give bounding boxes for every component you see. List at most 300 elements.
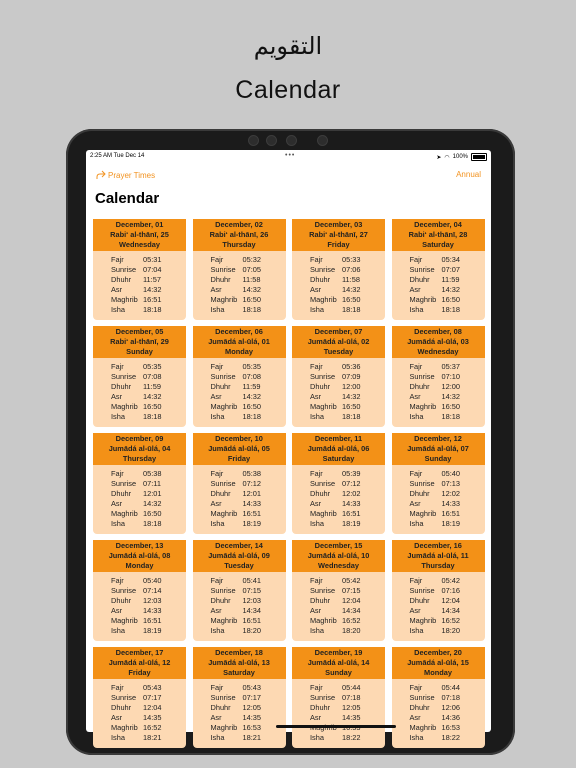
prayer-name: Maghrib (310, 616, 337, 625)
prayer-time: 07:12 (242, 479, 261, 488)
camera-icon (248, 135, 259, 146)
prayer-times-list (93, 358, 186, 422)
prayer-time: 16:50 (143, 509, 162, 518)
prayer-row (211, 626, 286, 636)
prayer-name: Isha (111, 412, 125, 421)
day-card[interactable] (392, 647, 485, 748)
day-card[interactable] (93, 433, 186, 534)
prayer-name: Isha (310, 733, 324, 742)
prayer-time: 05:35 (143, 362, 162, 371)
prayer-time: 16:51 (441, 509, 460, 518)
day-card[interactable] (392, 326, 485, 427)
day-card-header (193, 540, 286, 572)
prayer-name: Fajr (210, 576, 224, 585)
prayer-name: Maghrib (111, 723, 138, 732)
day-hijri: Jumādá al-ūlá, 01 (208, 337, 270, 346)
prayer-row (310, 683, 385, 693)
prayer-row (410, 693, 485, 703)
prayer-row (410, 295, 485, 305)
prayer-name: Dhuhr (210, 596, 231, 605)
camera-icon (286, 135, 297, 146)
day-card[interactable] (93, 326, 186, 427)
prayer-row (410, 509, 485, 519)
prayer-time: 16:51 (242, 616, 261, 625)
back-button[interactable] (96, 170, 155, 180)
day-card[interactable] (93, 540, 186, 641)
day-hijri: Jumādá al-ūlá, 02 (307, 337, 370, 346)
prayer-name: Fajr (409, 576, 423, 585)
prayer-time: 14:34 (242, 606, 261, 615)
prayer-time: 05:39 (342, 469, 361, 478)
prayer-name: Asr (111, 713, 123, 722)
prayer-time: 07:04 (143, 265, 162, 274)
prayer-row (310, 255, 385, 265)
prayer-times-list (392, 358, 485, 422)
prayer-time: 14:32 (441, 392, 460, 401)
prayer-name: Dhuhr (409, 596, 430, 605)
day-date: December, 02 (215, 220, 263, 229)
prayer-time: 14:32 (242, 392, 261, 401)
day-hijri: Jumādá al-ūlá, 04 (108, 444, 171, 453)
prayer-time: 07:06 (342, 265, 361, 274)
prayer-row (310, 596, 385, 606)
prayer-time: 12:04 (143, 703, 162, 712)
prayer-row (310, 509, 385, 519)
day-card-header (193, 219, 286, 251)
day-card[interactable] (292, 433, 385, 534)
day-card[interactable] (392, 540, 485, 641)
prayer-name: Dhuhr (409, 275, 430, 284)
prayer-times-list (392, 251, 485, 315)
prayer-time: 05:44 (441, 683, 460, 692)
prayer-row (111, 499, 186, 509)
prayer-name: Maghrib (409, 295, 437, 304)
prayer-time: 18:21 (242, 733, 261, 742)
prayer-name: Maghrib (409, 509, 437, 518)
prayer-name: Isha (111, 733, 125, 742)
prayer-time: 16:50 (242, 295, 261, 304)
status-bar (90, 152, 487, 162)
prayer-row (211, 285, 286, 295)
day-weekday: Tuesday (323, 347, 354, 356)
day-card[interactable] (292, 647, 385, 748)
prayer-row (410, 479, 485, 489)
promo-arabic-title: التقويم (253, 32, 323, 60)
prayer-time: 16:50 (441, 402, 460, 411)
prayer-name: Fajr (310, 576, 323, 585)
day-date: December, 10 (215, 434, 263, 443)
prayer-time: 14:33 (342, 499, 361, 508)
day-card[interactable] (193, 326, 286, 427)
prayer-time: 16:50 (441, 295, 460, 304)
day-date: December, 07 (314, 327, 363, 336)
day-hijri: Jumādá al-ūlá, 07 (407, 444, 469, 453)
prayer-name: Isha (310, 305, 324, 314)
prayer-row (410, 723, 485, 733)
prayer-time: 05:37 (441, 362, 460, 371)
prayer-name: Sunrise (409, 479, 435, 488)
prayer-time: 18:18 (441, 412, 460, 421)
prayer-row (410, 616, 485, 626)
day-card[interactable] (193, 433, 286, 534)
day-hijri: Jumādá al-ūlá, 15 (407, 658, 469, 667)
prayer-row (310, 412, 385, 422)
prayer-name: Sunrise (409, 586, 435, 595)
prayer-row (111, 402, 186, 412)
prayer-name: Fajr (111, 683, 124, 692)
prayer-row (410, 713, 485, 723)
day-date: December, 06 (215, 327, 263, 336)
wifi-icon: ◠ (444, 154, 450, 161)
day-card-header (292, 219, 385, 251)
prayer-row (111, 723, 186, 733)
prayer-name: Dhuhr (310, 382, 331, 391)
prayer-name: Fajr (310, 683, 323, 692)
prayer-row (310, 626, 385, 636)
prayer-times-list (193, 572, 286, 636)
prayer-time: 05:40 (143, 576, 162, 585)
prayer-name: Asr (310, 392, 322, 401)
prayer-time: 16:51 (342, 509, 361, 518)
prayer-time: 16:53 (242, 723, 261, 732)
prayer-row (211, 372, 286, 382)
prayer-time: 05:41 (242, 576, 261, 585)
prayer-name: Sunrise (111, 372, 137, 381)
prayer-row (211, 305, 286, 315)
prayer-row (410, 519, 485, 529)
prayer-row (111, 305, 186, 315)
prayer-row (211, 499, 286, 509)
day-weekday: Friday (227, 454, 251, 463)
camera-bar (66, 129, 515, 149)
prayer-name: Sunrise (310, 372, 336, 381)
prayer-name: Maghrib (310, 402, 337, 411)
prayer-row (211, 683, 286, 693)
day-date: December, 05 (115, 327, 164, 336)
prayer-time: 12:06 (441, 703, 460, 712)
prayer-time: 12:05 (342, 703, 361, 712)
prayer-time: 16:51 (143, 295, 162, 304)
prayer-name: Isha (409, 412, 424, 421)
prayer-name: Maghrib (210, 295, 238, 304)
prayer-row (111, 275, 186, 285)
day-hijri: Jumādá al-ūlá, 05 (208, 444, 270, 453)
prayer-time: 05:34 (441, 255, 460, 264)
prayer-name: Asr (210, 285, 222, 294)
prayer-row (410, 402, 485, 412)
prayer-name: Asr (111, 392, 123, 401)
page-title: Calendar (95, 190, 160, 207)
day-weekday: Saturday (422, 240, 454, 249)
prayer-time: 05:38 (143, 469, 162, 478)
prayer-name: Fajr (111, 469, 124, 478)
day-date: December, 08 (414, 327, 462, 336)
prayer-name: Maghrib (111, 616, 138, 625)
prayer-row (410, 265, 485, 275)
prayer-name: Maghrib (409, 723, 437, 732)
prayer-time: 12:04 (441, 596, 460, 605)
day-card-header (392, 219, 485, 251)
prayer-row (211, 382, 286, 392)
prayer-time: 14:32 (143, 499, 162, 508)
day-card-header (193, 433, 286, 465)
day-date: December, 09 (115, 434, 164, 443)
prayer-times-list (93, 572, 186, 636)
prayer-row (111, 713, 186, 723)
prayer-time: 05:42 (342, 576, 361, 585)
prayer-name: Fajr (210, 469, 224, 478)
day-card[interactable] (193, 540, 286, 641)
prayer-name: Fajr (111, 255, 124, 264)
day-hijri: Jumādá al-ūlá, 13 (208, 658, 270, 667)
battery-icon (471, 153, 487, 161)
prayer-time: 16:53 (441, 723, 460, 732)
prayer-row (111, 733, 186, 743)
prayer-time: 07:05 (242, 265, 261, 274)
prayer-name: Asr (409, 392, 421, 401)
prayer-name: Fajr (210, 362, 224, 371)
day-date: December, 16 (414, 541, 462, 550)
prayer-time: 18:22 (342, 733, 361, 742)
prayer-time: 14:33 (143, 606, 162, 615)
prayer-time: 05:42 (441, 576, 460, 585)
prayer-row (111, 606, 186, 616)
day-card-header (392, 540, 485, 572)
prayer-time: 18:18 (242, 412, 261, 421)
prayer-times-list (292, 679, 385, 743)
day-card[interactable] (292, 219, 385, 320)
prayer-time: 11:59 (143, 382, 161, 391)
day-weekday: Saturday (322, 454, 355, 463)
multitask-dots[interactable]: ••• (285, 152, 296, 159)
prayer-time: 14:33 (441, 499, 460, 508)
prayer-name: Asr (310, 285, 322, 294)
prayer-row (211, 402, 286, 412)
prayer-time: 11:58 (342, 275, 360, 284)
day-date: December, 19 (314, 648, 363, 657)
prayer-time: 14:32 (143, 392, 162, 401)
prayer-name: Maghrib (210, 402, 238, 411)
home-indicator[interactable] (276, 725, 396, 728)
prayer-time: 07:12 (342, 479, 361, 488)
prayer-row (310, 372, 385, 382)
day-card-header (93, 647, 186, 679)
prayer-row (111, 586, 186, 596)
prayer-row (211, 733, 286, 743)
prayer-time: 07:17 (242, 693, 261, 702)
prayer-time: 05:35 (242, 362, 261, 371)
prayer-row (410, 596, 485, 606)
prayer-time: 18:20 (242, 626, 261, 635)
prayer-name: Dhuhr (310, 596, 331, 605)
prayer-name: Isha (210, 733, 225, 742)
prayer-row (410, 382, 485, 392)
prayer-time: 07:13 (441, 479, 460, 488)
day-card[interactable] (292, 326, 385, 427)
prayer-row (310, 693, 385, 703)
prayer-time: 05:38 (242, 469, 261, 478)
day-date: December, 14 (215, 541, 263, 550)
prayer-name: Sunrise (210, 372, 236, 381)
prayer-name: Maghrib (111, 295, 138, 304)
day-card-header (292, 540, 385, 572)
prayer-name: Sunrise (111, 586, 137, 595)
prayer-row (111, 255, 186, 265)
day-hijri: Rabiʻ al-thānī, 29 (110, 337, 169, 346)
prayer-time: 14:32 (242, 285, 261, 294)
prayer-row (410, 275, 485, 285)
prayer-time: 18:19 (242, 519, 261, 528)
day-card[interactable] (93, 647, 186, 748)
prayer-name: Maghrib (310, 295, 337, 304)
day-date: December, 11 (314, 434, 363, 443)
prayer-times-list (392, 572, 485, 636)
day-weekday: Monday (225, 347, 253, 356)
prayer-time: 12:00 (441, 382, 460, 391)
prayer-row (211, 616, 286, 626)
prayer-row (111, 509, 186, 519)
prayer-name: Maghrib (210, 723, 238, 732)
share-arrow-icon (96, 170, 106, 180)
prayer-row (111, 626, 186, 636)
prayer-name: Dhuhr (310, 703, 331, 712)
prayer-row (310, 576, 385, 586)
prayer-row (211, 489, 286, 499)
promo-english-title: Calendar (235, 76, 341, 104)
prayer-row (111, 412, 186, 422)
prayer-name: Fajr (310, 469, 323, 478)
prayer-name: Sunrise (409, 372, 435, 381)
prayer-times-list (193, 251, 286, 315)
status-time: 2:25 AM Tue Dec 14 (90, 153, 145, 159)
prayer-row (111, 382, 186, 392)
camera-icon (266, 135, 277, 146)
prayer-time: 18:18 (242, 305, 261, 314)
day-card[interactable] (392, 219, 485, 320)
prayer-time: 11:58 (242, 275, 261, 284)
prayer-row (310, 479, 385, 489)
prayer-time: 05:43 (143, 683, 162, 692)
prayer-time: 14:33 (242, 499, 261, 508)
prayer-row (211, 713, 286, 723)
prayer-time: 14:32 (441, 285, 460, 294)
prayer-name: Fajr (310, 255, 323, 264)
prayer-time: 14:34 (441, 606, 460, 615)
prayer-name: Isha (210, 626, 225, 635)
prayer-name: Maghrib (409, 616, 437, 625)
day-date: December, 18 (215, 648, 263, 657)
prayer-name: Dhuhr (210, 489, 231, 498)
day-card[interactable] (392, 433, 485, 534)
prayer-name: Fajr (111, 362, 124, 371)
prayer-name: Maghrib (310, 509, 337, 518)
prayer-row (410, 606, 485, 616)
prayer-time: 12:02 (441, 489, 460, 498)
battery-label: 100% (452, 154, 468, 160)
prayer-time: 05:44 (342, 683, 361, 692)
prayer-row (410, 703, 485, 713)
prayer-time: 07:14 (143, 586, 162, 595)
prayer-row (211, 265, 286, 275)
prayer-name: Sunrise (210, 265, 236, 274)
prayer-row (111, 285, 186, 295)
prayer-time: 12:03 (242, 596, 261, 605)
day-hijri: Rabiʻ al-thānī, 28 (408, 230, 468, 239)
day-hijri: Jumādá al-ūlá, 14 (307, 658, 370, 667)
prayer-name: Dhuhr (210, 703, 231, 712)
prayer-row (310, 703, 385, 713)
prayer-name: Maghrib (409, 402, 437, 411)
prayer-times-list (392, 465, 485, 529)
prayer-time: 18:20 (441, 626, 460, 635)
app-screen (86, 150, 491, 742)
annual-button[interactable]: Annual (456, 170, 481, 179)
prayer-row (111, 616, 186, 626)
prayer-time: 16:51 (242, 509, 261, 518)
prayer-time: 18:18 (143, 305, 162, 314)
prayer-name: Dhuhr (111, 382, 132, 391)
prayer-name: Maghrib (210, 509, 238, 518)
day-card-header (93, 540, 186, 572)
prayer-name: Sunrise (210, 479, 236, 488)
prayer-name: Fajr (409, 362, 423, 371)
camera-icon (317, 135, 328, 146)
prayer-time: 18:19 (342, 519, 361, 528)
prayer-row (211, 295, 286, 305)
prayer-times-list (392, 679, 485, 743)
prayer-name: Isha (111, 519, 125, 528)
prayer-time: 05:36 (342, 362, 361, 371)
prayer-row (410, 586, 485, 596)
prayer-time: 07:08 (143, 372, 162, 381)
day-date: December, 13 (115, 541, 164, 550)
prayer-time: 16:50 (143, 402, 162, 411)
prayer-times-list (93, 251, 186, 315)
day-card[interactable] (292, 540, 385, 641)
day-card-header (193, 326, 286, 358)
prayer-times-list (193, 679, 286, 743)
prayer-name: Dhuhr (409, 703, 430, 712)
prayer-time: 16:50 (242, 402, 261, 411)
prayer-row (111, 576, 186, 586)
prayer-row (211, 606, 286, 616)
prayer-time: 11:59 (441, 275, 460, 284)
prayer-row (111, 693, 186, 703)
prayer-row (211, 703, 286, 713)
prayer-time: 16:51 (143, 616, 162, 625)
prayer-row (211, 255, 286, 265)
day-card[interactable] (193, 219, 286, 320)
prayer-times-list (93, 679, 186, 743)
day-weekday: Monday (424, 668, 452, 677)
day-weekday: Wednesday (119, 240, 160, 249)
prayer-name: Isha (210, 305, 225, 314)
prayer-row (111, 392, 186, 402)
day-card[interactable] (93, 219, 186, 320)
day-weekday: Friday (327, 240, 350, 249)
prayer-name: Isha (310, 519, 324, 528)
prayer-times-list (292, 358, 385, 422)
prayer-row (211, 362, 286, 372)
prayer-row (310, 275, 385, 285)
day-card[interactable] (193, 647, 286, 748)
prayer-name: Dhuhr (409, 489, 430, 498)
day-hijri: Jumādá al-ūlá, 06 (307, 444, 370, 453)
prayer-time: 14:36 (441, 713, 460, 722)
prayer-name: Isha (111, 626, 125, 635)
prayer-times-list (193, 358, 286, 422)
day-weekday: Tuesday (224, 561, 254, 570)
